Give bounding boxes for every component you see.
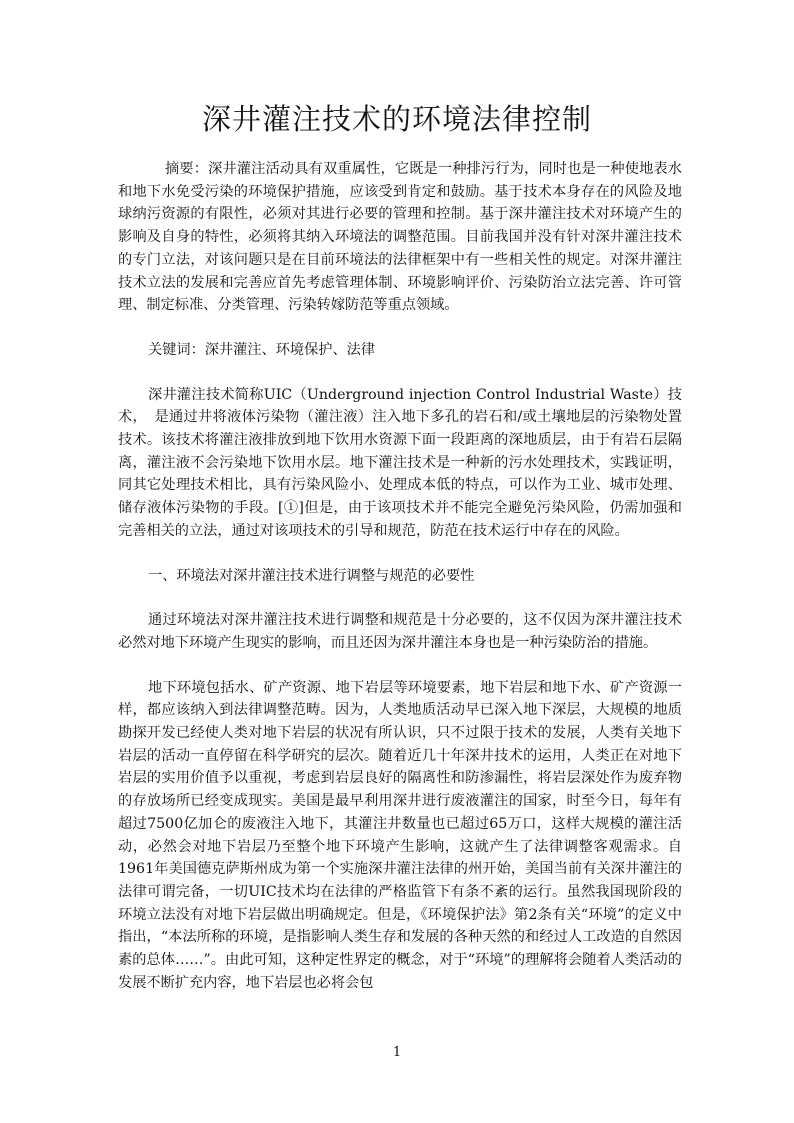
abstract-paragraph: 摘要：深井灌注活动具有双重属性，它既是一种排污行为，同时也是一种使地表水和地下水免受污染的环境保护措施，应该受到肯定和鼓励。基于技术本身存在的风险及地球纳污资源的有限性，必须对其进行必要的管理和控制。基于深井灌注技术对环境产生的影响及自身的特性，必须将其纳入环境法的调整范围。目前我国并没有针对深井灌注技术的专门立法，对该问题只是在目前环境法的法律框架中有一些相关性的规定。对深井灌注技术立法的发展和完善应首先考虑管理体制、环境影响评价、污染防治立法完善、许可管理、制定标准、分类管理、污染转嫁防范等重点领域。 — [118, 161, 682, 314]
document-body — [118, 158, 682, 995]
section-paragraph: 地下环境包括水、矿产资源、地下岩层等环境要素，地下岩层和地下水、矿产资源一样，都应该纳入到法律调整范畴。因为，人类地质活动早已深入地下深层，大规模的地质勘探开发已经使人类对地下岩层的状况有所认识，只不过限于技术的发展，人类有关地下岩层的活动一直停留在科学研究的层次。随着近几十年深井技术的运用，人类正在对地下岩层的实用价值予以重视，考虑到岩层良好的隔离性和防渗漏性，将岩层深处作为废弃物的存放场所已经变成现实。美国是最早利用深井进行废液灌注的国家，时至今日，每年有超过7500亿加仑的废液注入地下，其灌注井数量也已超过65万口，这样大规模的灌注活动，必然会对地下岩层乃至整个地下环境产生影响，这就产生了法律调整客观需求。自1961年美国德克萨斯州成为第一个实施深井灌注法律的州开始，美国当前有关深井灌注的法律可谓完备，一切UIC技术均在法律的严格监管下有条不紊的运行。虽然我国现阶段的环境立法没有对地下岩层做出明确规定。但是，《环境保护法》第2条有关“环境”的定义中指出，“本法所称的环境，是指影响人类生存和发展的各种天然的和经过人工改造的自然因素的总体……”。由此可知，这种定性界定的概念，对于“环境”的理解将会随着人类活动的发展不断扩充内容，地下岩层也必将会包 — [118, 679, 682, 991]
section-heading: 一、环境法对深井灌注技术进行调整与规范的必要性 — [148, 567, 475, 584]
intro-paragraph: 深井灌注技术简称UIC（Underground injection Control Industrial Waste）技术， 是通过井将液体污染物（灌注液）注入地下多孔的岩石和/或土壤地层的污染物处置技术。该技术将灌注液排放到地下饮用水资源下面一段距离的深地质层，由于有岩石层隔离，灌注液不会污染地下饮用水层。地下灌注技术是一种新的污水处理技术，实践证明，同其它处理技术相比，具有污染风险小、处理成本低的特点，可以作为工业、城市处理、储存液体污染物的手段。[①]但是，由于该项技术并不能完全避免污染风险，仍需加强和完善相关的立法，通过对该项技术的引导和规范，防范在技术运行中存在的风险。 — [118, 386, 682, 539]
keywords-line: 关键词：深井灌注、环境保护、法律 — [148, 341, 376, 358]
document-title: 深井灌注技术的环境法律控制 — [201, 102, 592, 136]
page-number: 1 — [392, 1045, 402, 1060]
section-paragraph: 通过环境法对深井灌注技术进行调整和规范是十分必要的，这不仅因为深井灌注技术必然对地下环境产生现实的影响，而且还因为深井灌注本身也是一种污染防治的措施。 — [118, 612, 682, 651]
